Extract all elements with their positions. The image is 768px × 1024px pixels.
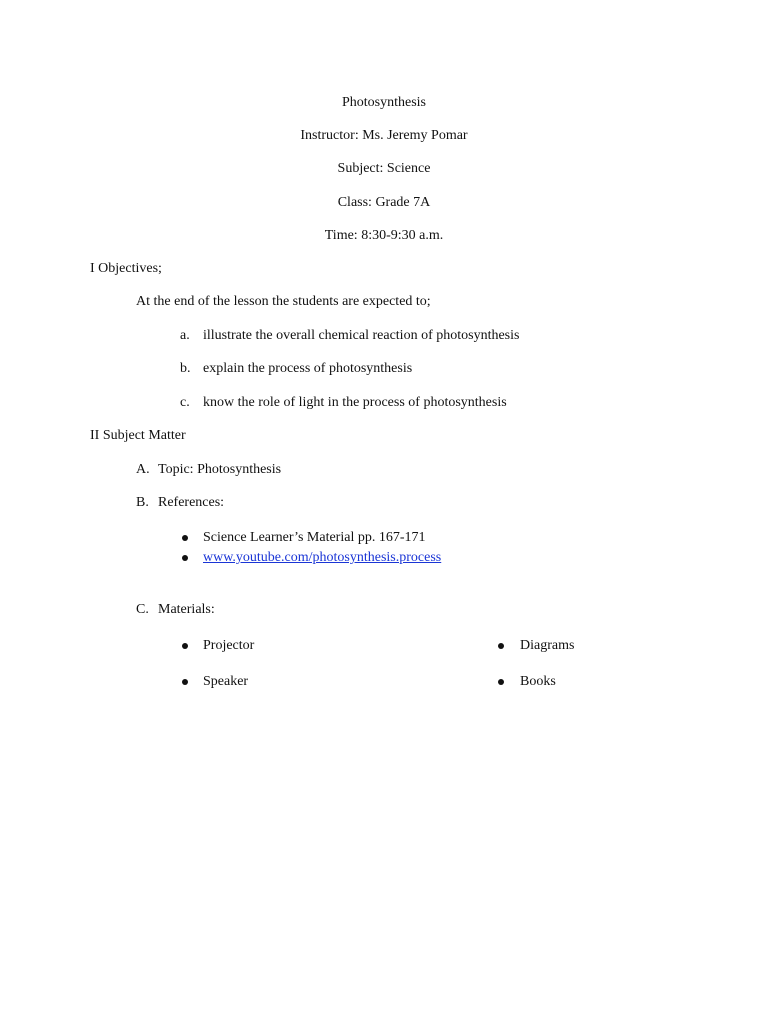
topic-text: Topic: Photosynthesis	[158, 462, 282, 477]
objective-marker: c.	[180, 395, 190, 410]
bullet-icon	[182, 643, 188, 649]
objectives-heading: I Objectives;	[90, 261, 162, 276]
material-text: Projector	[203, 638, 255, 653]
reference-link[interactable]: www.youtube.com/photosynthesis.process	[203, 550, 442, 565]
bullet-icon	[182, 679, 188, 685]
objectives-intro: At the end of the lesson the students are expected to;	[136, 294, 431, 309]
materials-marker: C.	[136, 602, 149, 617]
time-line: Time: 8:30-9:30 a.m.	[324, 228, 444, 243]
document-title: Photosynthesis	[341, 95, 426, 110]
references-label: References:	[158, 495, 225, 510]
objective-text: know the role of light in the process of photosynthesis	[203, 395, 507, 410]
reference-text: Science Learner’s Material pp. 167-171	[203, 530, 426, 545]
class-line: Class: Grade 7A	[337, 195, 431, 210]
material-text: Speaker	[203, 674, 249, 689]
references-marker: B.	[136, 495, 149, 510]
objective-marker: b.	[180, 361, 191, 376]
material-text: Diagrams	[520, 638, 575, 653]
subject-line: Subject: Science	[337, 161, 431, 176]
bullet-icon	[182, 535, 188, 541]
topic-marker: A.	[136, 462, 150, 477]
objective-text: illustrate the overall chemical reaction of photosynthesis	[203, 328, 520, 343]
bullet-icon	[498, 643, 504, 649]
objective-marker: a.	[180, 328, 190, 343]
subject-matter-heading: II Subject Matter	[90, 428, 186, 443]
bullet-icon	[182, 555, 188, 561]
bullet-icon	[498, 679, 504, 685]
instructor-line: Instructor: Ms. Jeremy Pomar	[300, 128, 468, 143]
materials-label: Materials:	[158, 602, 215, 617]
material-text: Books	[520, 674, 556, 689]
objective-text: explain the process of photosynthesis	[203, 361, 413, 376]
